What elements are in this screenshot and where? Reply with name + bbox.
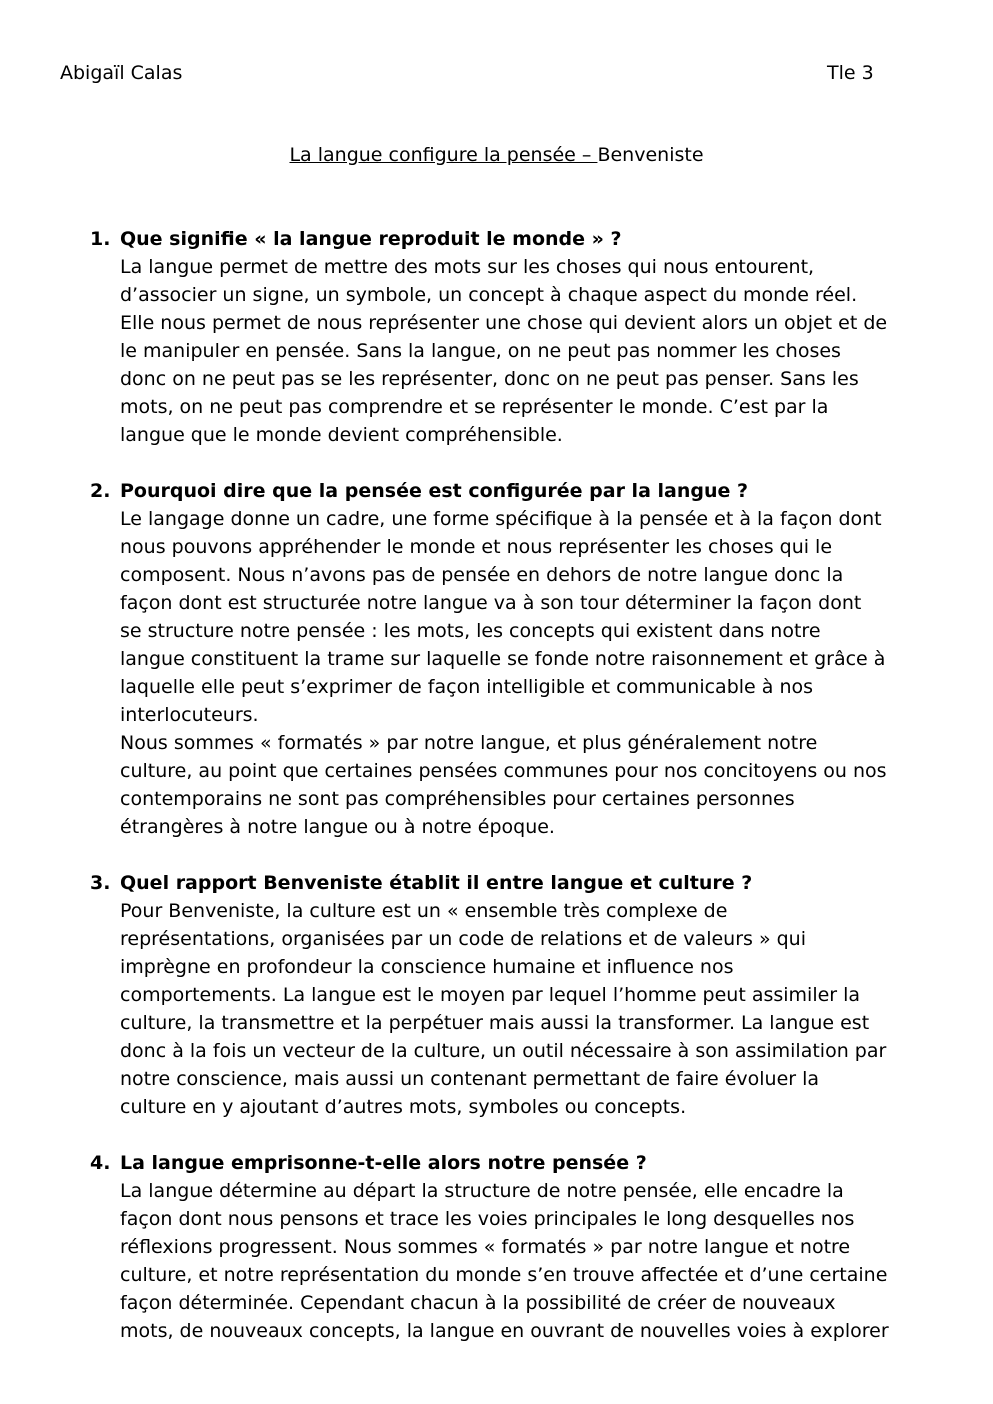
answer-line: culture, et notre représentation du monde s’en trouve affectée et d’une certaine xyxy=(120,1264,888,1286)
answer-line: Le langage donne un cadre, une forme spécifique à la pensée et à la façon dont xyxy=(120,508,882,530)
answer-line: La langue permet de mettre des mots sur les choses qui nous entourent, xyxy=(120,256,815,278)
title-main: La langue configure la pensée – xyxy=(289,144,598,166)
answer-line: nous pouvons appréhender le monde et nous représenter les choses qui le xyxy=(120,536,833,558)
answer-line: d’associer un signe, un symbole, un concept à chaque aspect du monde réel. xyxy=(120,284,858,306)
answer-paragraph xyxy=(120,253,950,449)
question-number: 1. xyxy=(90,228,111,250)
answer-line: laquelle elle peut s’exprimer de façon intelligible et communicable à nos xyxy=(120,676,814,698)
answer-paragraph xyxy=(120,729,950,841)
answer-paragraph xyxy=(120,897,950,1121)
answer-line: réflexions progressent. Nous sommes « formatés » par notre langue et notre xyxy=(120,1236,851,1258)
answer-line: Pour Benveniste, la culture est un « ensemble très complexe de xyxy=(120,900,728,922)
answer-line: notre conscience, mais aussi un contenant permettant de faire évoluer la xyxy=(120,1068,820,1090)
question-heading xyxy=(90,1149,950,1177)
answer-line: donc on ne peut pas se les représenter, donc on ne peut pas penser. Sans les xyxy=(120,368,859,390)
answer-line: langue constituent la trame sur laquelle se fonde notre raisonnement et grâce à xyxy=(120,648,886,670)
answer-line: façon déterminée. Cependant chacun à la possibilité de créer de nouveaux xyxy=(120,1292,836,1314)
question-block xyxy=(90,225,950,449)
answer-paragraph xyxy=(120,505,950,729)
question-heading xyxy=(90,225,950,253)
answer-line: contemporains ne sont pas compréhensibles pour certaines personnes xyxy=(120,788,795,810)
class-label: Tle 3 xyxy=(827,62,874,84)
question-heading xyxy=(90,869,950,897)
author-name: Abigaïl Calas xyxy=(60,62,183,84)
title-author: Benveniste xyxy=(597,144,704,166)
answer-line: culture en y ajoutant d’autres mots, symboles ou concepts. xyxy=(120,1096,687,1118)
answer-line: représentations, organisées par un code de relations et de valeurs » qui xyxy=(120,928,806,950)
answer-line: étrangères à notre langue ou à notre époque. xyxy=(120,816,555,838)
question-list xyxy=(90,225,950,1373)
answer-line: culture, au point que certaines pensées communes pour nos concitoyens ou nos xyxy=(120,760,887,782)
answer-line: façon dont nous pensons et trace les voies principales le long desquelles nos xyxy=(120,1208,855,1230)
answer-line: composent. Nous n’avons pas de pensée en dehors de notre langue donc la xyxy=(120,564,844,586)
question-number: 2. xyxy=(90,480,111,502)
answer-line: comportements. La langue est le moyen par lequel l’homme peut assimiler la xyxy=(120,984,861,1006)
question-text: Que signifie « la langue reproduit le monde » ? xyxy=(120,228,622,250)
answer-line: La langue détermine au départ la structure de notre pensée, elle encadre la xyxy=(120,1180,844,1202)
answer-line: interlocuteurs. xyxy=(120,704,259,726)
answer-line: mots, de nouveaux concepts, la langue en ouvrant de nouvelles voies à explorer xyxy=(120,1320,889,1342)
answer-line: imprègne en profondeur la conscience humaine et influence nos xyxy=(120,956,734,978)
answer-line: façon dont est structurée notre langue va à son tour déterminer la façon dont xyxy=(120,592,862,614)
question-block xyxy=(90,869,950,1121)
question-number: 4. xyxy=(90,1152,111,1174)
question-text: La langue emprisonne-t-elle alors notre pensée ? xyxy=(120,1152,647,1174)
question-block xyxy=(90,1149,950,1345)
answer-line: Nous sommes « formatés » par notre langue, et plus généralement notre xyxy=(120,732,818,754)
question-text: Pourquoi dire que la pensée est configurée par la langue ? xyxy=(120,480,749,502)
answer-line: se structure notre pensée : les mots, les concepts qui existent dans notre xyxy=(120,620,821,642)
answer-line: langue que le monde devient compréhensible. xyxy=(120,424,563,446)
answer-line: le manipuler en pensée. Sans la langue, on ne peut pas nommer les choses xyxy=(120,340,841,362)
answer-line: culture, la transmettre et la perpétuer mais aussi la transformer. La langue est xyxy=(120,1012,870,1034)
answer-line: mots, on ne peut pas comprendre et se représenter le monde. C’est par la xyxy=(120,396,829,418)
document-title xyxy=(0,143,993,167)
answer-line: Elle nous permet de nous représenter une chose qui devient alors un objet et de xyxy=(120,312,888,334)
question-heading xyxy=(90,477,950,505)
question-block xyxy=(90,477,950,841)
answer-paragraph xyxy=(120,1177,950,1345)
answer-line: donc à la fois un vecteur de la culture, un outil nécessaire à son assimilation par xyxy=(120,1040,887,1062)
question-number: 3. xyxy=(90,872,111,894)
question-text: Quel rapport Benveniste établit il entre langue et culture ? xyxy=(120,872,753,894)
